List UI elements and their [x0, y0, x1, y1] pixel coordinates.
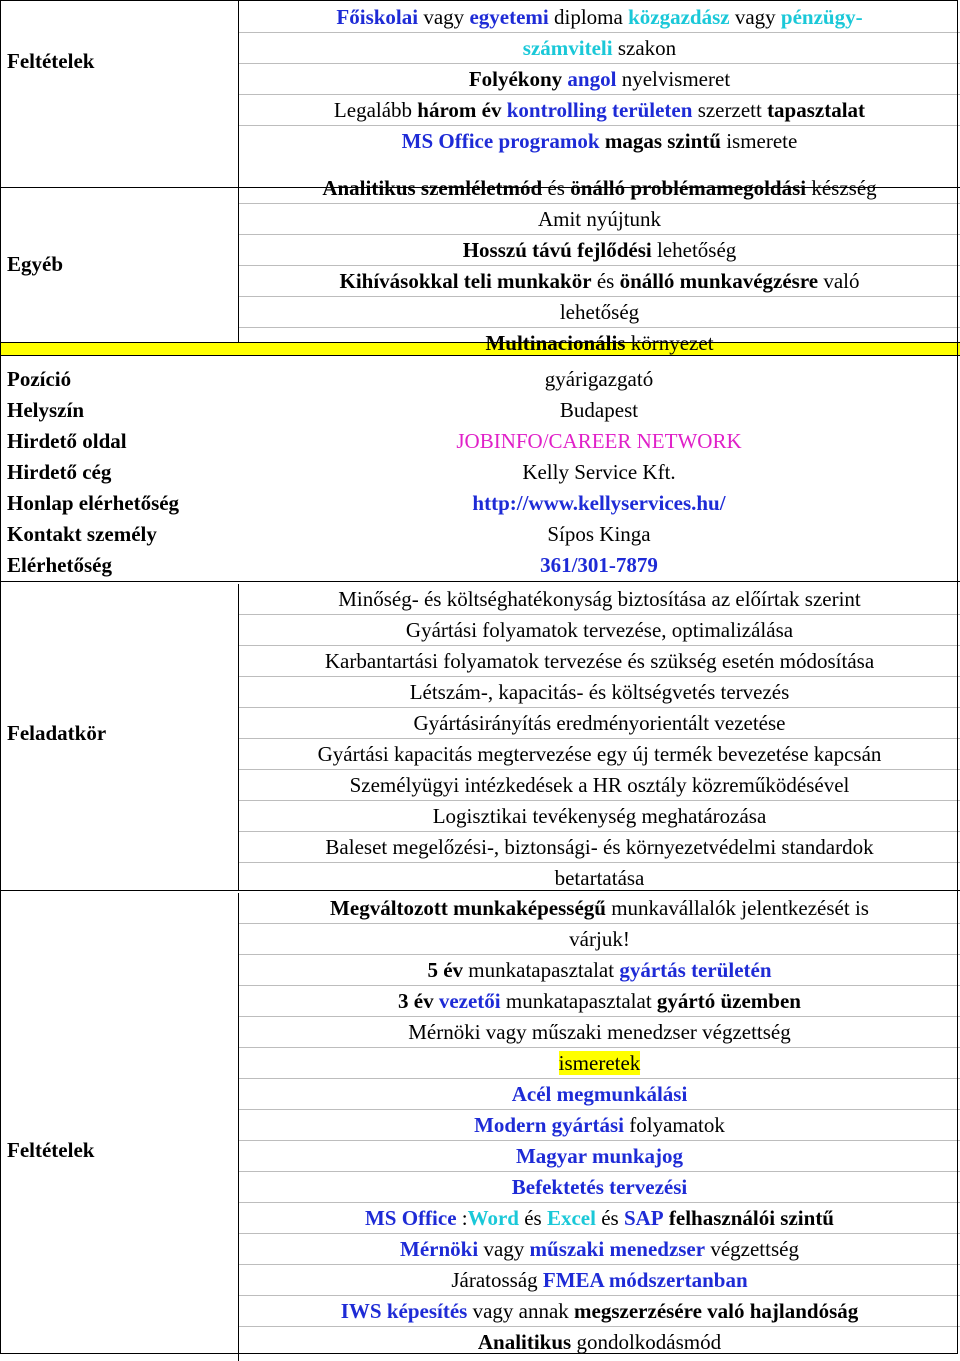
text-segment: Gyártásirányítás eredményorientált vezetése	[413, 711, 786, 735]
text-segment: Létszám-, kapacitás- és költségvetés tervezés	[409, 680, 790, 704]
other-block	[0, 176, 960, 355]
text-segment: szerzett	[692, 98, 768, 122]
other-list	[238, 173, 960, 355]
requirements-list	[238, 0, 960, 187]
text-segment: Magyar munkajog	[515, 1144, 684, 1168]
text-segment: Befektetés tervezési	[511, 1175, 688, 1199]
duties-label: Feladatkör	[7, 721, 107, 745]
list-item	[239, 266, 960, 297]
text-segment: Modern gyártási	[474, 1113, 624, 1137]
text-segment: várjuk!	[569, 927, 630, 951]
text-segment: munkatapasztalat	[500, 989, 657, 1013]
text-segment: 5 év	[427, 958, 464, 982]
info-value	[238, 550, 960, 581]
text-segment: Gyártási kapacitás megtervezése egy új termék bevezetése kapcsán	[317, 742, 882, 766]
text-segment: vagy annak	[467, 1299, 575, 1323]
text-segment: 3 év	[398, 989, 434, 1013]
text-segment[interactable]: http://www.kellyservices.hu/	[472, 491, 726, 515]
text-segment: ismerete	[720, 129, 798, 153]
text-segment: IWS képesítés	[340, 1299, 468, 1323]
list-item	[239, 328, 960, 359]
text-segment: angol	[567, 67, 617, 91]
list-item	[239, 33, 960, 64]
text-segment: gyártó üzemben	[656, 989, 801, 1013]
list-item	[239, 584, 960, 615]
text-segment: tapasztalat	[767, 98, 866, 122]
list-item	[239, 1048, 960, 1079]
duties-list	[238, 584, 960, 890]
text-segment: vezetői	[438, 989, 501, 1013]
text-segment: folyamatok	[624, 1113, 725, 1137]
text-segment: közgazdász	[628, 5, 730, 29]
text-segment: Gyártási folyamatok tervezése, optimalizálása	[405, 618, 794, 642]
info-row	[0, 395, 960, 426]
text-segment: munkatapasztalat	[463, 958, 620, 982]
list-item	[239, 2, 960, 33]
requirements-block	[0, 0, 960, 188]
text-segment: Acél megmunkálási	[511, 1082, 688, 1106]
text-segment: SAP	[623, 1206, 664, 1230]
text-segment: lehetőség	[559, 300, 640, 324]
list-item	[239, 297, 960, 328]
info-key: Kontakt személy	[7, 522, 157, 546]
info-key: Hirdető cég	[7, 460, 112, 484]
text-segment: munkavállalók jelentkezését is	[605, 896, 869, 920]
text-segment: felhasználói szintű	[668, 1206, 834, 1230]
list-item	[239, 739, 960, 770]
text-segment: Legalább	[333, 98, 418, 122]
info-value	[238, 519, 960, 550]
list-item	[239, 924, 960, 955]
list-item	[239, 646, 960, 677]
list-item	[239, 1296, 960, 1327]
text-segment: Megváltozott munkaképességű	[330, 896, 606, 920]
text-segment: Amit nyújtunk	[537, 207, 662, 231]
text-segment: JOBINFO/CAREER NETWORK	[456, 429, 742, 453]
text-segment: FMEA módszertanban	[542, 1268, 748, 1292]
list-item	[239, 1017, 960, 1048]
info-row	[0, 457, 960, 488]
text-segment: Minőség- és költséghatékonyság biztosítása az előírtak szerint	[338, 587, 861, 611]
text-segment: Budapest	[559, 398, 639, 422]
info-key: Pozíció	[7, 367, 72, 391]
info-row	[0, 550, 960, 581]
list-item	[239, 1203, 960, 1234]
text-segment: ismeretek	[558, 1051, 641, 1075]
list-item	[239, 986, 960, 1017]
text-segment: való	[818, 269, 860, 293]
text-segment: Baleset megelőzési-, biztonsági- és környezetvédelmi standardok	[325, 835, 874, 859]
info-table	[0, 356, 960, 581]
text-segment: Sípos Kinga	[547, 522, 651, 546]
text-segment: számviteli	[522, 36, 613, 60]
list-item	[239, 1234, 960, 1265]
text-segment: :	[461, 1206, 468, 1230]
list-item	[239, 708, 960, 739]
list-item	[239, 1110, 960, 1141]
text-segment: készség	[806, 176, 877, 200]
text-segment: önálló problémamegoldási	[570, 176, 807, 200]
text-segment: és	[518, 1206, 547, 1230]
list-item	[239, 863, 960, 894]
list-item	[239, 235, 960, 266]
info-value	[238, 457, 960, 488]
text-segment: Főiskolai	[336, 5, 419, 29]
list-item	[239, 955, 960, 986]
info-value	[238, 426, 960, 457]
list-item	[239, 615, 960, 646]
text-segment: Járatosság	[451, 1268, 543, 1292]
text-segment: MS Office	[364, 1206, 462, 1230]
text-segment: szakon	[612, 36, 677, 60]
text-segment: megszerzésére való hajlandóság	[574, 1299, 859, 1323]
list-item	[239, 832, 960, 863]
text-segment: Logisztikai tevékenység meghatározása	[432, 804, 767, 828]
text-segment: Kelly Service Kft.	[522, 460, 676, 484]
list-item	[239, 1172, 960, 1203]
text-segment: gondolkodásmód	[571, 1330, 722, 1354]
text-segment: és	[595, 1206, 624, 1230]
text-segment: Hosszú távú fejlődési	[462, 238, 652, 262]
text-segment: Karbantartási folyamatok tervezése és szükség esetén módosítása	[324, 649, 875, 673]
text-segment: és	[542, 176, 571, 200]
info-key: Honlap elérhetőség	[7, 491, 180, 515]
list-item	[239, 1265, 960, 1296]
requirements2-label: Feltételek	[7, 1138, 95, 1162]
text-segment: kontrolling területen	[506, 98, 693, 122]
text-segment: Mérnöki	[400, 1237, 479, 1261]
list-item	[239, 1141, 960, 1172]
list-item	[239, 1079, 960, 1110]
requirements-label: Feltételek	[7, 49, 95, 73]
text-segment: Folyékony	[468, 67, 563, 91]
text-segment: Kihívásokkal teli munkakör	[339, 269, 592, 293]
list-item	[239, 893, 960, 924]
text-segment: Analitikus	[477, 1330, 572, 1354]
text-segment: Mérnöki vagy műszaki menedzser végzettség	[408, 1020, 791, 1044]
text-segment: Multinacionális	[485, 331, 626, 355]
list-item	[239, 126, 960, 157]
list-item	[239, 770, 960, 801]
info-row	[0, 426, 960, 457]
text-segment: három év	[417, 98, 502, 122]
other-label: Egyéb	[7, 252, 64, 276]
text-segment: önálló munkavégzésre	[619, 269, 819, 293]
text-segment: egyetemi	[469, 5, 549, 29]
text-segment: gyárigazgató	[544, 367, 654, 391]
text-segment: Excel	[546, 1206, 596, 1230]
info-row	[0, 519, 960, 550]
list-item	[239, 95, 960, 126]
requirements2-list	[238, 893, 960, 1361]
info-row	[0, 488, 960, 519]
list-item	[239, 677, 960, 708]
text-segment: vagy	[478, 1237, 530, 1261]
info-row	[0, 364, 960, 395]
list-item	[239, 1327, 960, 1358]
text-segment: műszaki menedzser	[529, 1237, 706, 1261]
text-segment: nyelvismeret	[616, 67, 731, 91]
text-segment: Személyügyi intézkedések a HR osztály közreműködésével	[349, 773, 850, 797]
info-key: Elérhetőség	[7, 553, 112, 577]
text-segment: vagy	[418, 5, 470, 29]
text-segment: diploma	[548, 5, 629, 29]
text-segment: és	[591, 269, 620, 293]
text-segment: környezet	[625, 331, 714, 355]
info-value	[238, 488, 960, 519]
text-segment: lehetőség	[651, 238, 737, 262]
text-segment: MS Office programok	[401, 129, 600, 153]
text-segment: betartatása	[554, 866, 645, 890]
info-key: Hirdető oldal	[7, 429, 127, 453]
list-item	[239, 64, 960, 95]
requirements2-block	[0, 891, 960, 1361]
text-segment: pénzügy-	[780, 5, 863, 29]
text-segment: végzettség	[705, 1237, 799, 1261]
text-segment: magas szintű	[604, 129, 721, 153]
list-item	[239, 204, 960, 235]
duties-block	[0, 581, 960, 891]
text-segment: gyártás területén	[619, 958, 772, 982]
list-item	[239, 173, 960, 204]
text-segment: Analitikus szemléletmód	[322, 176, 543, 200]
text-segment: vagy	[729, 5, 781, 29]
info-key: Helyszín	[7, 398, 84, 422]
info-value	[238, 395, 960, 426]
list-item	[239, 801, 960, 832]
text-segment: Word	[467, 1206, 519, 1230]
text-segment: 361/301-7879	[540, 553, 658, 577]
info-value	[238, 364, 960, 395]
